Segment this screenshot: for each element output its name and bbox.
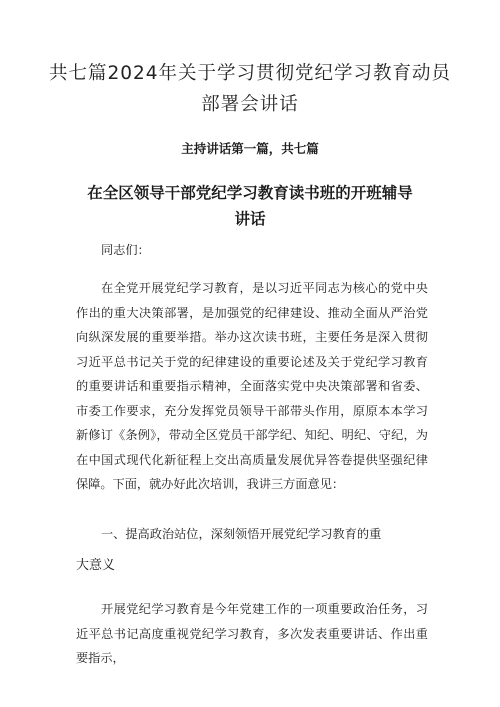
body-paragraph: 在全党开展党纪学习教育，是以习近平同志为核心的党中央作出的重大决策部署，是加强党的纪律建设、推动全面从严治党向纵深发展的重要举措。举办这次读书班，主要任务是深入贯彻习近平总书记关于党的纪律建设的重要论述及关于党纪学习教育的重要讲话和重要指示精神，全面落实党中央决策部署和省委、市委工作要求，充分发挥党员领导干部带头作用，原原本本学习新修订《条例》，带动全区党员干部学纪、知纪、明纪、守纪，为在中国式现代化新征程上交出高质量发展优异答卷提供坚强纪律保障。下面，就办好此次培训，我讲三方面意见：: [76, 281, 428, 491]
body-paragraph: 开展党纪学习教育是今年党建工作的一项重要政治任务，习近平总书记高度重视党纪学习教育，多次发表重要讲话、作出重要指示，: [76, 602, 428, 665]
document-title: 共七篇2024年关于学习贯彻党纪学习教育动员部署会讲话: [48, 63, 452, 115]
document-subtitle: 主持讲话第一篇，共七篇: [181, 141, 319, 156]
speech-title: 在全区领导干部党纪学习教育读书班的开班辅导讲话: [87, 184, 413, 228]
section-heading: 一、提高政治站位，深刻领悟开展党纪学习教育的重: [101, 527, 382, 541]
section-heading-continuation: 大意义: [76, 558, 116, 573]
greeting: 同志们：: [101, 243, 150, 257]
